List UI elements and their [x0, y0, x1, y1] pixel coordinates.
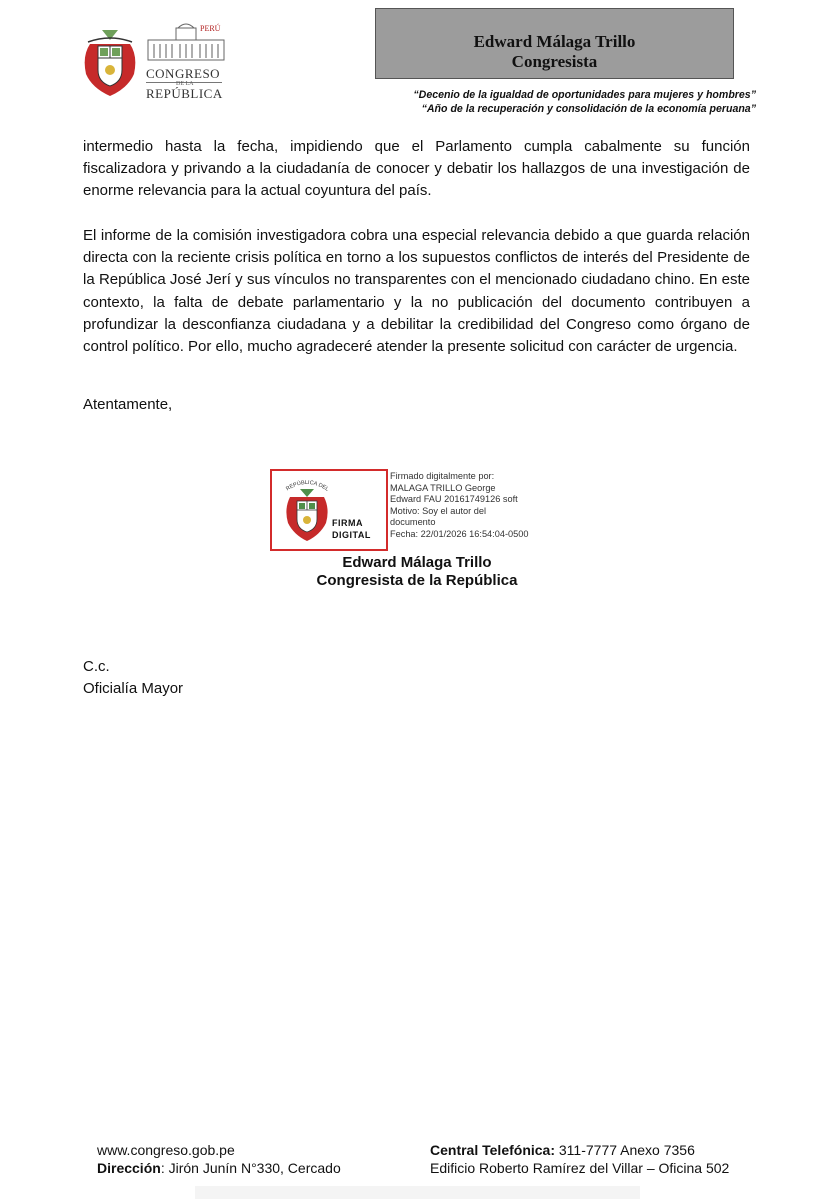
cc-recipient: Oficialía Mayor	[83, 680, 184, 697]
coat-of-arms-icon	[80, 26, 140, 98]
signature-details	[390, 471, 528, 541]
seal-arc-text	[276, 475, 338, 495]
carbon-copy-block	[83, 656, 183, 700]
address-label: Dirección	[97, 1159, 161, 1176]
cc-label: C.c.	[83, 658, 110, 675]
footer-website[interactable]: www.congreso.gob.pe	[97, 1142, 235, 1158]
signer-name: Edward Málaga Trillo	[342, 554, 492, 571]
congreso-logo	[80, 22, 230, 100]
decenio-line-2: “Año de la recuperación y consolidación de la economía peruana”	[421, 103, 756, 115]
signer-title: Congresista de la República	[316, 572, 518, 589]
sig-line-4: Motivo: Soy el autor del	[390, 505, 487, 516]
congressman-name-box	[375, 8, 734, 79]
svg-text:REPÚBLICA DEL PERÚ	[276, 475, 331, 494]
seal-arc-label: REPÚBLICA DEL	[285, 479, 330, 493]
sig-line-1: Firmado digitalmente por:	[390, 471, 495, 481]
page-bottom-strip	[195, 1186, 640, 1199]
header-name: Edward Málaga Trillo	[473, 32, 636, 51]
sig-line-6: Fecha: 22/01/2026 16:54:04-0500	[390, 528, 529, 539]
footer-right	[430, 1142, 729, 1177]
footer-left	[97, 1142, 341, 1177]
sig-line-3: Edward FAU 20161749126 soft	[390, 494, 518, 505]
logo-republica-label: REPÚBLICA	[146, 86, 223, 101]
phone-label: Central Telefónica:	[430, 1142, 555, 1158]
digital-label: DIGITAL	[332, 530, 371, 540]
closing-salutation: Atentamente,	[83, 396, 173, 413]
firma-digital-label	[332, 517, 371, 541]
footer-building: Edificio Roberto Ramírez del Villar – Oficina 502	[430, 1159, 730, 1176]
logo-dela-label: DE LA	[176, 81, 194, 87]
footer-phone	[430, 1142, 729, 1160]
decenio-motto	[413, 88, 756, 116]
phone-value: 311-7777 Anexo 7356	[555, 1142, 695, 1158]
footer-address	[97, 1160, 341, 1178]
header-role: Congresista	[511, 52, 598, 71]
body-paragraph-1: intermedio hasta la fecha, impidiendo que el Parlamento cumpla cabalmente su función fiscalizadora y privando a la ciudadanía de conocer y debatir los hallazgos de una investigación de enorme relevancia para la actual coyuntura del país.	[83, 138, 750, 200]
address-value: : Jirón Junín N°330, Cercado	[160, 1159, 341, 1176]
digital-signature-stamp	[270, 469, 388, 551]
logo-congreso-label: CONGRESO	[146, 66, 221, 81]
decenio-line-1: “Decenio de la igualdad de oportunidades para mujeres y hombres”	[413, 89, 756, 101]
logo-peru-label: PERÚ	[200, 24, 221, 33]
firma-label: FIRMA	[332, 518, 363, 528]
sig-line-2: MALAGA TRILLO George	[390, 482, 496, 493]
body-paragraph-2: El informe de la comisión investigadora cobra una especial relevancia debido a que guarda relación directa con la reciente crisis política en torno a los supuestos conflictos de interés del Presidente de la República José Jerí y sus vínculos no transparentes con el mencionado ciudadano chino. En este contexto, la falta de debate parlamentario y la no publicación del documento contribuyen a profundizar la desconfianza ciudadana y a debilitar la credibilidad del Congreso como órgano de control político. Por ello, mucho agradeceré atender la presente solicitud con carácter de urgencia.	[83, 227, 750, 356]
sig-line-5: documento	[390, 517, 436, 528]
